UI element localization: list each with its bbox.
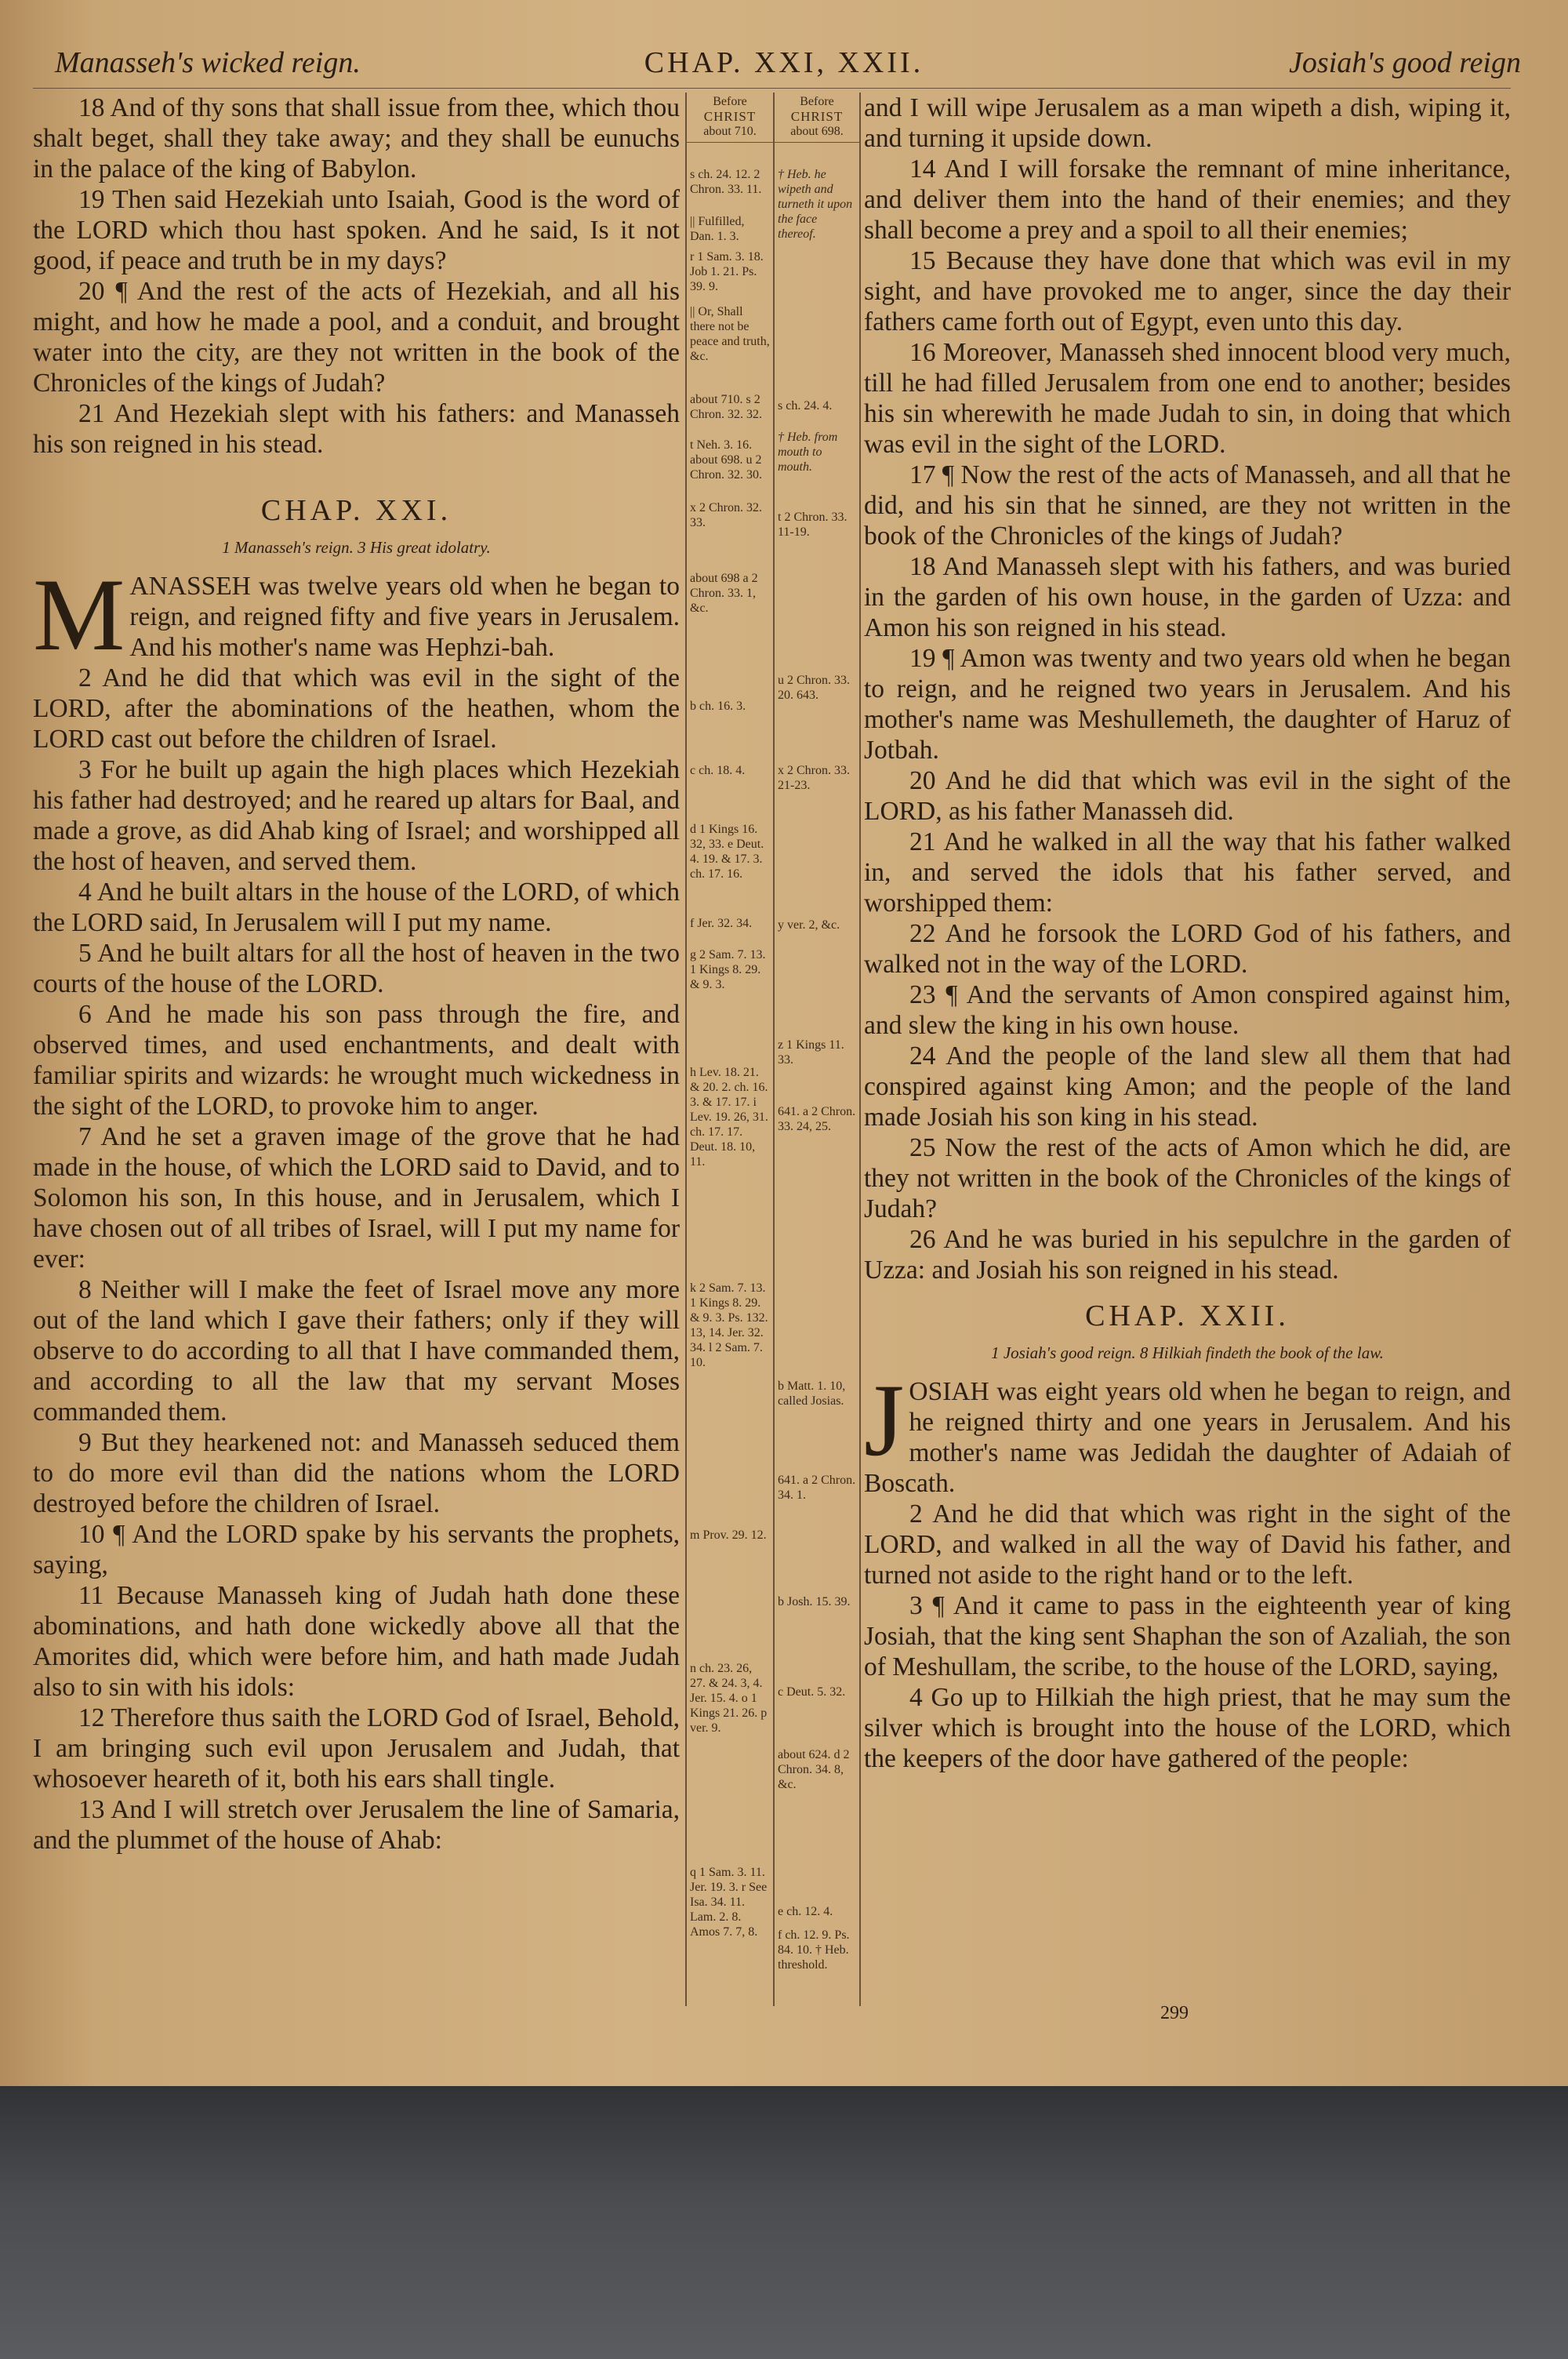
- verse: 18 And Manasseh slept with his fathers, and was buried in the garden of his own house, in the garden of Uzza: and Amon his son reigned in his stead.: [864, 552, 1511, 642]
- header-rule: [33, 88, 1511, 89]
- margin-note: b Matt. 1. 10, called Josias.: [778, 1379, 846, 1408]
- margin-note: x 2 Chron. 32. 33.: [690, 501, 762, 529]
- header-left: Manasseh's wicked reign.: [55, 46, 361, 79]
- margin-note: f Jer. 32. 34.: [690, 917, 753, 930]
- margin-head-small: Before: [800, 95, 834, 108]
- verse: 7 And he set a graven image of the grove that he had made in the house, of which the LORD said to David, and to Solomon his son, In this house, and in Jerusalem, which I have chosen out of all tribes of Israel, will I put my name for ever:: [33, 1122, 680, 1274]
- verse: 25 Now the rest of the acts of Amon which he did, are they not written in the book of the Chronicles of the kings of Judah?: [864, 1133, 1511, 1223]
- verse: 21 And he walked in all the way that his father walked in, and served the idols that his father served, and worshipped them:: [864, 827, 1511, 918]
- verse: 3 ¶ And it came to pass in the eighteenth year of king Josiah, that the king sent Shaphan the son of Azaliah, the son of Meshullam, the scribe, to the house of the LORD, saying,: [864, 1591, 1511, 1681]
- verse: 20 And he did that which was evil in the sight of the LORD, as his father Manasseh did.: [864, 766, 1511, 826]
- verse: and I will wipe Jerusalem as a man wipeth a dish, wiping it, and turning it upside down.: [864, 93, 1511, 153]
- verse: 23 ¶ And the servants of Amon conspired against him, and slew the king in his own house.: [864, 980, 1511, 1040]
- verse: 2 And he did that which was right in the sight of the LORD, and walked in all the way of David his father, and turned not aside to the right hand or to the left.: [864, 1499, 1511, 1590]
- margin-note: s ch. 24. 4.: [778, 399, 833, 413]
- margin-head-big: CHRIST: [703, 109, 757, 124]
- verse: 9 But they hearkened not: and Manasseh seduced them to do more evil than did the nations whom the LORD destroyed before the children of Israel.: [33, 1428, 680, 1518]
- margin-head-sub: about 698.: [790, 125, 844, 138]
- verse: 11 Because Manasseh king of Judah hath done these abominations, and hath done wickedly above all that the Amorites did, which were before him, and hath made Judah also to sin with his idols:: [33, 1581, 680, 1702]
- margin-note: || Or, Shall there not be peace and truth, &c.: [690, 305, 770, 363]
- margin-note: t 2 Chron. 33. 11-19.: [778, 511, 848, 539]
- verse: 15 Because they have done that which was evil in my sight, and have provoked me to anger, since the day their fathers came forth out of Egypt, even unto this day.: [864, 246, 1511, 336]
- margin-note: u 2 Chron. 33. 20. 643.: [778, 674, 850, 702]
- margin-note: r 1 Sam. 3. 18. Job 1. 21. Ps. 39. 9.: [690, 250, 764, 293]
- margin-note: about 698 a 2 Chron. 33. 1, &c.: [690, 572, 758, 615]
- verse: 6 And he made his son pass through the fire, and observed times, and used enchantments, and dealt with familiar spirits and wizards: he wrought much wickedness in the sight of the LORD, to provoke him to anger.: [33, 1000, 680, 1121]
- verse: 3 For he built up again the high places which Hezekiah his father had destroyed; and he reared up altars for Baal, and made a grove, as did Ahab king of Israel; and worshipped all the host of heaven, and served them.: [33, 755, 680, 876]
- running-header: [47, 45, 1521, 85]
- margin-note: e ch. 12. 4.: [778, 1905, 833, 1918]
- chapter-heading: CHAP. XXII.: [1085, 1299, 1290, 1332]
- chapter-summary: 1 Manasseh's reign. 3 His great idolatry.: [222, 538, 491, 557]
- margin-note: 641. a 2 Chron. 33. 24, 25.: [778, 1105, 856, 1133]
- header-center: CHAP. XXI, XXII.: [644, 46, 924, 79]
- first-verse-text: ANASSEH was twelve years old when he began to reign, and reigned fifty and five years in Jerusalem. And his mother's name was Hephzi-bah.: [129, 572, 680, 662]
- verse: 4 Go up to Hilkiah the high priest, that he may sum the silver which is brought into the house of the LORD, which the keepers of the door have gathered of the people:: [864, 1683, 1511, 1773]
- margin-note: y ver. 2, &c.: [778, 918, 840, 932]
- margin-note: † Heb. from mouth to mouth.: [778, 431, 838, 474]
- verse: 26 And he was buried in his sepulchre in the garden of Uzza: and Josiah his son reigned in his stead.: [864, 1225, 1511, 1285]
- margin-head: [687, 93, 773, 143]
- margin-head-big: CHRIST: [790, 109, 844, 124]
- margin-note: † Heb. he wipeth and turneth it upon the face thereof.: [778, 168, 853, 241]
- margin-note: c Deut. 5. 32.: [778, 1685, 846, 1699]
- background-surface: [0, 2086, 1568, 2359]
- margin-note: g 2 Sam. 7. 13. 1 Kings 8. 29. & 9. 3.: [690, 948, 766, 991]
- margin-note: || Fulfilled, Dan. 1. 3.: [690, 215, 745, 243]
- first-verse: [864, 1362, 1511, 1499]
- margin-note: h Lev. 18. 21. & 20. 2. ch. 16. 3. & 17. 17. i Lev. 19. 26, 31. ch. 17. 17. Deut. 18. 10, 11.: [690, 1066, 768, 1169]
- margin-note: b ch. 16. 3.: [690, 700, 746, 713]
- verse: 4 And he built altars in the house of the LORD, of which the LORD said, In Jerusalem will I put my name.: [33, 878, 680, 937]
- left-text-column: [33, 93, 680, 1856]
- verse: 14 And I will forsake the remnant of mine inheritance, and deliver them into the hand of their enemies; and they shall become a prey and a spoil to all their enemies;: [864, 154, 1511, 245]
- margin-note: 641. a 2 Chron. 34. 1.: [778, 1474, 856, 1502]
- verse: 16 Moreover, Manasseh shed innocent blood very much, till he had filled Jerusalem from one end to another; besides his sin wherewith he made Judah to sin, in doing that which was evil in the sight of the LORD.: [864, 338, 1511, 459]
- verse: 17 ¶ Now the rest of the acts of Manasseh, and all that he did, and his sin that he sinned, are they not written in the book of the Chronicles of the kings of Judah?: [864, 460, 1511, 551]
- verse: 19 Then said Hezekiah unto Isaiah, Good is the word of the LORD which thou hast spoken. And he said, Is it not good, if peace and truth be in my days?: [33, 185, 680, 275]
- margin-head: [775, 93, 859, 143]
- verse: 22 And he forsook the LORD God of his fathers, and walked not in the way of the LORD.: [864, 919, 1511, 979]
- margin-note: k 2 Sam. 7. 13. 1 Kings 8. 29. & 9. 3. Ps. 132. 13, 14. Jer. 32. 34. l 2 Sam. 7. 10.: [690, 1281, 768, 1369]
- verse: 8 Neither will I make the feet of Israel move any more out of the land which I gave their fathers; only if they will observe to do according to all that I have commanded them, and according to all the law that my servant Moses commanded them.: [33, 1275, 680, 1427]
- verse: 12 Therefore thus saith the LORD God of Israel, Behold, I am bringing such evil upon Jerusalem and Judah, that whosoever heareth of it, both his ears shall tingle.: [33, 1703, 680, 1794]
- verse: 10 ¶ And the LORD spake by his servants the prophets, saying,: [33, 1520, 680, 1579]
- page-number: 299: [1160, 2003, 1189, 2023]
- drop-cap: M: [33, 557, 125, 672]
- header-right: Josiah's good reign: [1289, 46, 1521, 79]
- verse: 19 ¶ Amon was twenty and two years old when he began to reign, and he reigned two years in Jerusalem. And his mother's name was Meshullemeth, the daughter of Haruz of Jotbah.: [864, 644, 1511, 765]
- first-verse-text: OSIAH was eight years old when he began to reign, and he reigned thirty and one years in Jerusalem. And his mother's name was Jedidah the daughter of Adaiah of Boscath.: [864, 1377, 1511, 1498]
- verse: 13 And I will stretch over Jerusalem the line of Samaria, and the plummet of the house of Ahab:: [33, 1795, 680, 1855]
- verse: 18 And of thy sons that shall issue from thee, which thou shalt beget, shall they take away; and they shall be eunuchs in the palace of the king of Babylon.: [33, 93, 680, 184]
- margin-note: m Prov. 29. 12.: [690, 1528, 767, 1542]
- margin-note: d 1 Kings 16. 32, 33. e Deut. 4. 19. & 17. 3. ch. 17. 16.: [690, 823, 764, 881]
- verse: 20 ¶ And the rest of the acts of Hezekiah, and all his might, and how he made a pool, and a conduit, and brought water into the city, are they not written in the book of the Chronicles of the kings of Judah?: [33, 277, 680, 398]
- chapter-summary: 1 Josiah's good reign. 8 Hilkiah findeth the book of the law.: [991, 1343, 1384, 1362]
- first-verse: [33, 557, 680, 672]
- margin-head-small: Before: [713, 95, 747, 108]
- margin-note: x 2 Chron. 33. 21-23.: [778, 764, 850, 792]
- margin-note: z 1 Kings 11. 33.: [778, 1038, 844, 1067]
- right-text-column: [864, 93, 1511, 1774]
- verse: 24 And the people of the land slew all them that had conspired against king Amon; and the people of the land made Josiah his son king in his stead.: [864, 1041, 1511, 1132]
- margin-note: f ch. 12. 9. Ps. 84. 10. † Heb. threshold.: [778, 1928, 850, 1972]
- margin-references-left: [685, 93, 775, 2006]
- drop-cap: J: [864, 1362, 905, 1478]
- margin-note: c ch. 18. 4.: [690, 764, 746, 777]
- margin-note: about 624. d 2 Chron. 34. 8, &c.: [778, 1748, 850, 1791]
- margin-references-right: [775, 93, 861, 2006]
- margin-note: q 1 Sam. 3. 11. Jer. 19. 3. r See Isa. 34. 11. Lam. 2. 8. Amos 7. 7, 8.: [690, 1866, 768, 1939]
- margin-head-sub: about 710.: [703, 125, 757, 138]
- margin-note: s ch. 24. 12. 2 Chron. 33. 11.: [690, 168, 762, 196]
- margin-note: b Josh. 15. 39.: [778, 1595, 851, 1608]
- margin-note: n ch. 23. 26, 27. & 24. 3, 4. Jer. 15. 4. o 1 Kings 21. 26. p ver. 9.: [690, 1662, 768, 1735]
- margin-note: about 710. s 2 Chron. 32. 32.: [690, 393, 762, 421]
- chapter-heading: CHAP. XXI.: [260, 494, 452, 527]
- verse: 2 And he did that which was evil in the sight of the LORD, after the abominations of the heathen, whom the LORD cast out before the children of Israel.: [33, 663, 680, 754]
- margin-note: t Neh. 3. 16. about 698. u 2 Chron. 32. 30.: [690, 438, 762, 482]
- verse: 5 And he built altars for all the host of heaven in the two courts of the house of the LORD.: [33, 939, 680, 998]
- verse: 21 And Hezekiah slept with his fathers: and Manasseh his son reigned in his stead.: [33, 399, 680, 459]
